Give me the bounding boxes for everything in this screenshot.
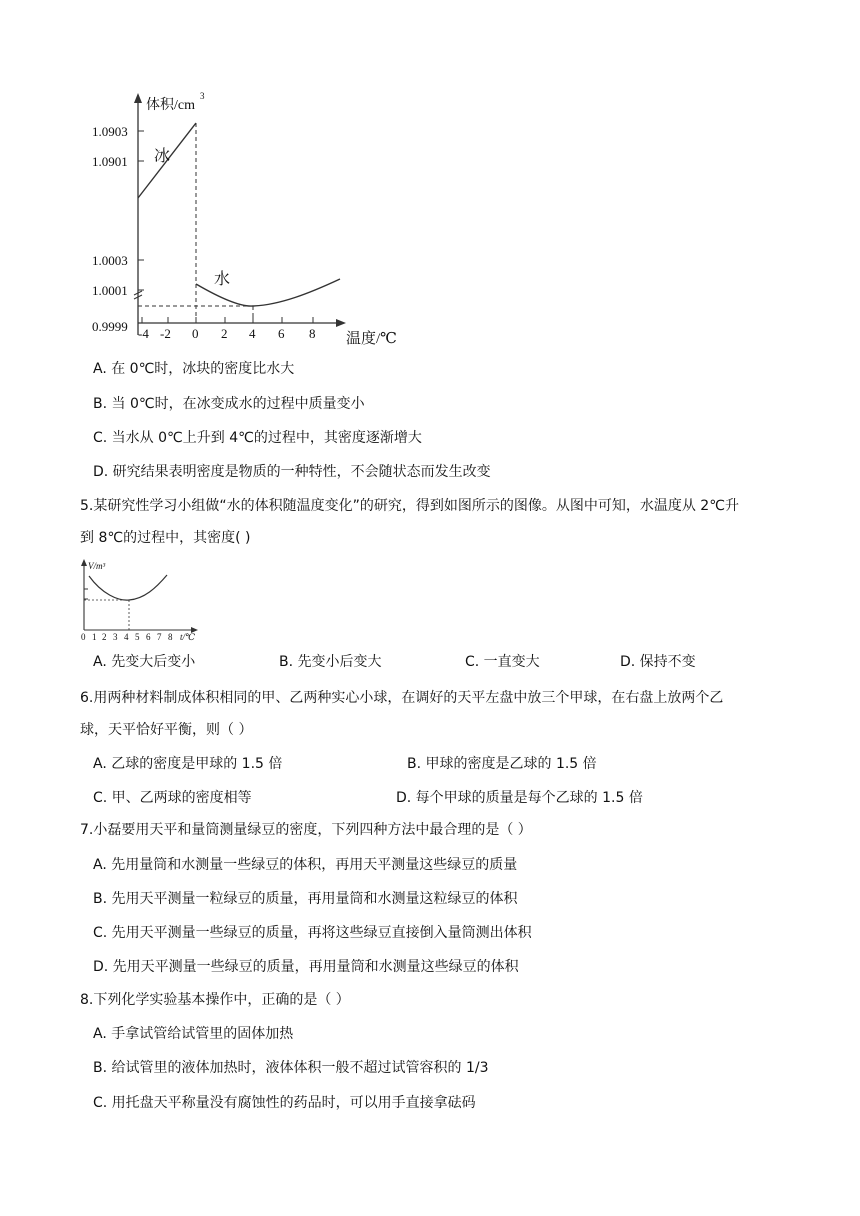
q6-option-b: B. 甲球的密度是乙球的 1.5 倍 bbox=[407, 756, 597, 772]
x-tick-label: 7 bbox=[157, 632, 162, 642]
y-tick-label: 1.0003 bbox=[92, 253, 128, 268]
q5-option-b: B. 先变小后变大 bbox=[279, 654, 382, 670]
y-axis-label-sup: 3 bbox=[200, 91, 205, 101]
q5-option-a: A. 先变大后变小 bbox=[93, 654, 196, 670]
x-tick-label: -2 bbox=[160, 326, 171, 341]
q7-stem: 7.小磊要用天平和量筒测量绿豆的密度，下列四种方法中最合理的是（ ） bbox=[80, 822, 532, 838]
q7-option-c: C. 先用天平测量一些绿豆的质量，再将这些绿豆直接倒入量筒测出体积 bbox=[93, 925, 532, 941]
water-volume-curve bbox=[89, 575, 167, 600]
x-tick-label: 0 bbox=[81, 632, 86, 642]
x-tick-label: 4 bbox=[124, 632, 129, 642]
q7-option-b: B. 先用天平测量一粒绿豆的质量，再用量筒和水测量这粒绿豆的体积 bbox=[93, 891, 518, 907]
q8-option-a: A. 手拿试管给试管里的固体加热 bbox=[93, 1026, 294, 1042]
x-tick-label: 1 bbox=[92, 632, 97, 642]
x-tick-label: 5 bbox=[135, 632, 140, 642]
volume-temperature-figure bbox=[92, 85, 420, 350]
q6-option-d: D. 每个甲球的质量是每个乙球的 1.5 倍 bbox=[396, 790, 643, 806]
ice-label: 冰 bbox=[154, 148, 171, 165]
x-axis-label: 温度/℃ bbox=[346, 331, 397, 347]
water-volume-figure bbox=[76, 558, 211, 642]
q7-option-a: A. 先用量筒和水测量一些绿豆的体积，再用天平测量这些绿豆的质量 bbox=[93, 857, 518, 873]
x-axis-label: t/℃ bbox=[180, 632, 196, 642]
q4-option-a: A. 在 0℃时，冰块的密度比水大 bbox=[93, 361, 295, 377]
q8-option-c: C. 用托盘天平称量没有腐蚀性的药品时，可以用手直接拿砝码 bbox=[93, 1095, 476, 1111]
x-tick-label: 3 bbox=[113, 632, 118, 642]
q4-option-c: C. 当水从 0℃上升到 4℃的过程中，其密度逐渐增大 bbox=[93, 430, 422, 446]
q8-stem: 8.下列化学实验基本操作中，正确的是（ ） bbox=[80, 992, 350, 1008]
q6-stem-line1: 6.用两种材料制成体积相同的甲、乙两种实心小球，在调好的天平左盘中放三个甲球，在右盘上放两个乙 bbox=[80, 690, 724, 706]
q5-stem-line2: 到 8℃的过程中，其密度( ) bbox=[80, 530, 251, 546]
x-tick-label: 2 bbox=[102, 632, 107, 642]
q5-stem-line1: 5.某研究性学习小组做“水的体积随温度变化”的研究，得到如图所示的图像。从图中可知，水温度从 2℃升 bbox=[80, 498, 739, 514]
y-axis-label: 体积/cm bbox=[146, 98, 195, 113]
y-tick-label: 1.0903 bbox=[92, 124, 128, 139]
x-tick-label: -4 bbox=[138, 326, 149, 341]
y-tick-label: 0.9999 bbox=[92, 319, 128, 334]
q4-option-d: D. 研究结果表明密度是物质的一种特性，不会随状态而发生改变 bbox=[93, 464, 491, 480]
y-tick-label: 1.0901 bbox=[92, 154, 128, 169]
q7-option-d: D. 先用天平测量一些绿豆的质量，再用量筒和水测量这些绿豆的体积 bbox=[93, 959, 519, 975]
water-label: 水 bbox=[214, 271, 231, 288]
q6-option-a: A. 乙球的密度是甲球的 1.5 倍 bbox=[93, 756, 283, 772]
x-tick-label: 8 bbox=[168, 632, 173, 642]
x-axis-arrow bbox=[336, 319, 346, 327]
x-tick-label: 8 bbox=[309, 326, 316, 341]
y-axis-label: V/m³ bbox=[88, 561, 106, 571]
x-tick-label: 2 bbox=[221, 326, 228, 341]
x-tick-label: 4 bbox=[249, 326, 256, 341]
x-tick-label: 0 bbox=[192, 326, 199, 341]
q5-option-c: C. 一直变大 bbox=[465, 654, 540, 670]
q8-option-b: B. 给试管里的液体加热时，液体体积一般不超过试管容积的 1/3 bbox=[93, 1060, 489, 1076]
y-tick-label: 1.0001 bbox=[92, 283, 128, 298]
q6-option-c: C. 甲、乙两球的密度相等 bbox=[93, 790, 252, 806]
x-tick-label: 6 bbox=[278, 326, 285, 341]
q4-option-b: B. 当 0℃时，在冰变成水的过程中质量变小 bbox=[93, 396, 365, 412]
y-axis-arrow bbox=[134, 93, 142, 103]
q5-option-d: D. 保持不变 bbox=[620, 654, 696, 670]
x-tick-label: 6 bbox=[146, 632, 151, 642]
q6-stem-line2: 球，天平恰好平衡，则（ ） bbox=[80, 722, 253, 738]
